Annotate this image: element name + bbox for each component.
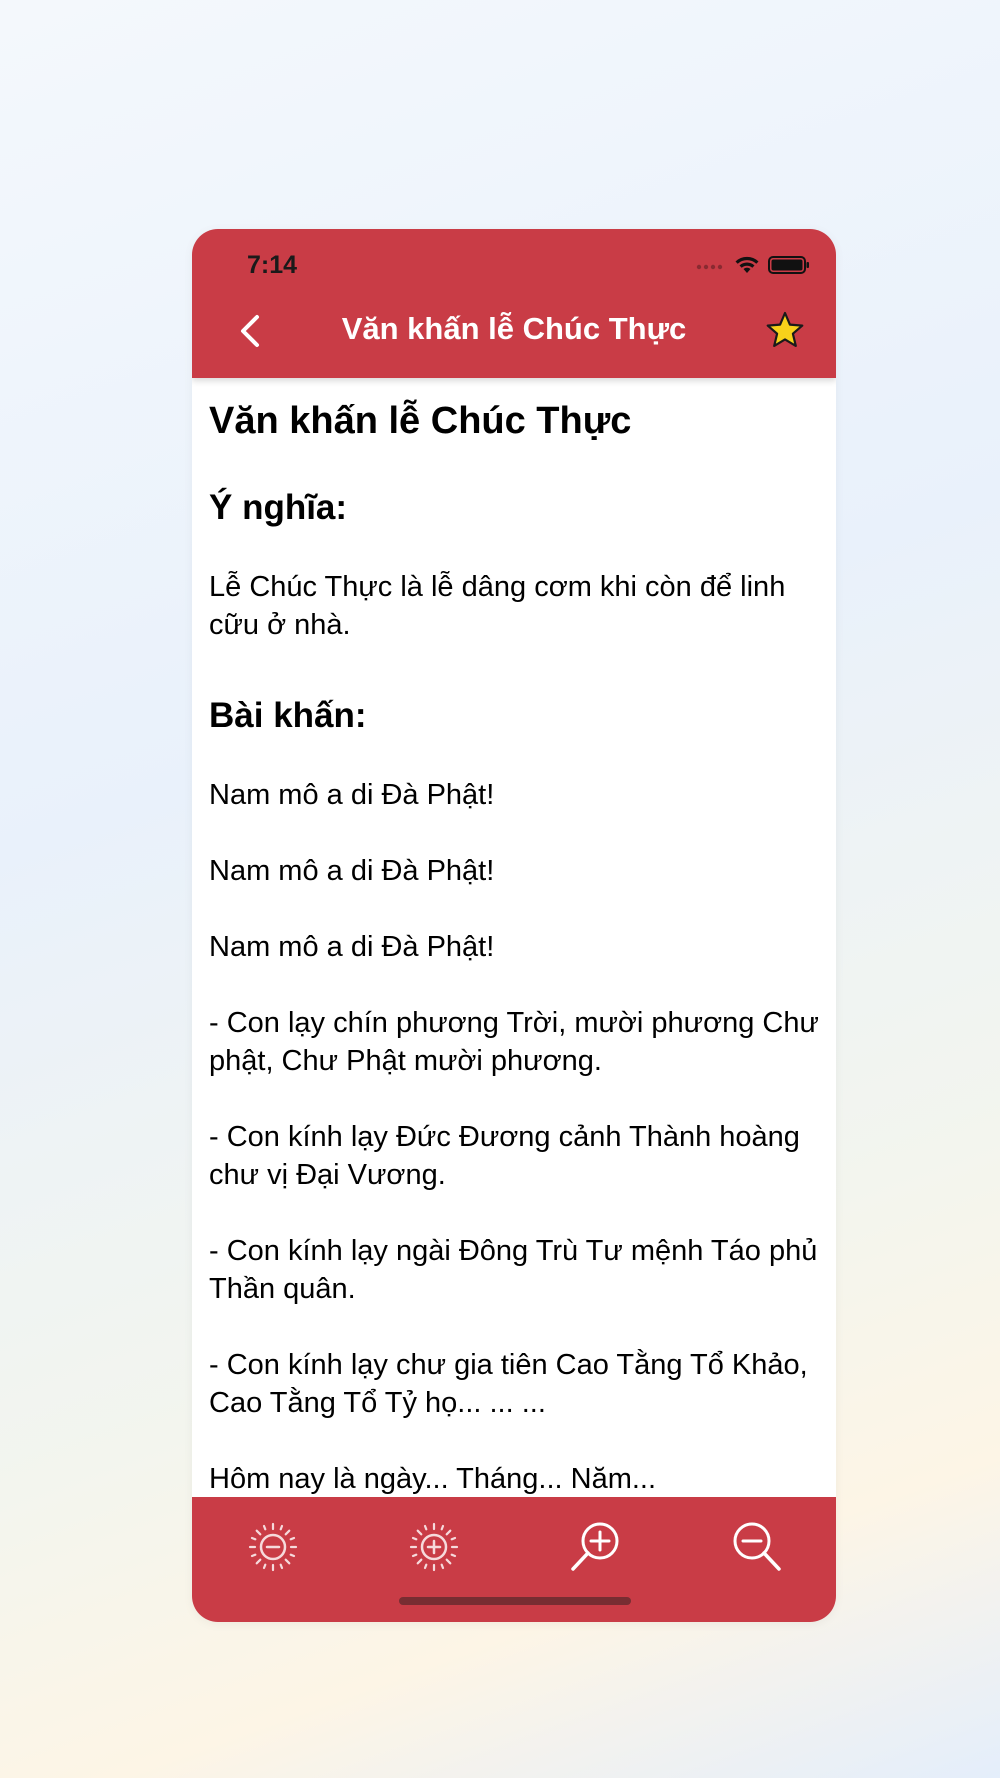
- article-content[interactable]: [192, 378, 836, 1505]
- star-icon: [764, 309, 806, 351]
- brightness-decrease-button[interactable]: [245, 1519, 301, 1575]
- status-indicators: [696, 255, 810, 275]
- prayer-line: Nam mô a di Đà Phật!: [209, 855, 495, 887]
- battery-icon: [768, 255, 810, 275]
- brightness-increase-button[interactable]: [406, 1519, 462, 1575]
- prayer-line: Nam mô a di Đà Phật!: [209, 779, 495, 811]
- brightness-decrease-icon: [245, 1519, 301, 1575]
- wifi-icon: [734, 255, 760, 275]
- home-indicator[interactable]: [399, 1597, 631, 1605]
- prayer-line: - Con lạy chín phương Trời, mười phương Chư phật, Chư Phật mười phương.: [209, 1007, 819, 1077]
- brightness-increase-icon: [406, 1519, 462, 1575]
- prayer-line: Nam mô a di Đà Phật!: [209, 931, 495, 963]
- article-title: Văn khấn lễ Chúc Thực: [209, 400, 632, 442]
- header: [192, 229, 836, 378]
- prayer-line: - Con kính lạy ngài Đông Trù Tư mệnh Táo phủ Thần quân.: [209, 1235, 818, 1305]
- page-title: Văn khấn lễ Chúc Thực: [341, 311, 687, 346]
- status-time: 7:14: [247, 251, 298, 279]
- zoom-out-icon: [728, 1519, 784, 1575]
- phone-screen: [192, 229, 836, 1622]
- meaning-heading: Ý nghĩa:: [209, 488, 348, 527]
- prayer-line: - Con kính lạy Đức Đương cảnh Thành hoàng chư vị Đại Vương.: [209, 1121, 800, 1191]
- meaning-text: Lễ Chúc Thực là lễ dâng cơm khi còn để linh cữu ở nhà.: [209, 571, 786, 641]
- zoom-in-icon: [568, 1519, 624, 1575]
- favorite-button[interactable]: [764, 309, 806, 351]
- prayer-line: - Con kính lạy chư gia tiên Cao Tằng Tổ Khảo, Cao Tằng Tổ Tỷ họ... ... ...: [209, 1349, 808, 1419]
- prayer-heading: Bài khấn:: [209, 696, 367, 735]
- zoom-in-button[interactable]: [568, 1519, 624, 1575]
- chevron-left-icon: [238, 314, 262, 348]
- cellular-signal-icon: [696, 259, 726, 271]
- back-button[interactable]: [230, 309, 270, 353]
- prayer-line: Hôm nay là ngày... Tháng... Năm...: [209, 1463, 657, 1495]
- zoom-out-button[interactable]: [728, 1519, 784, 1575]
